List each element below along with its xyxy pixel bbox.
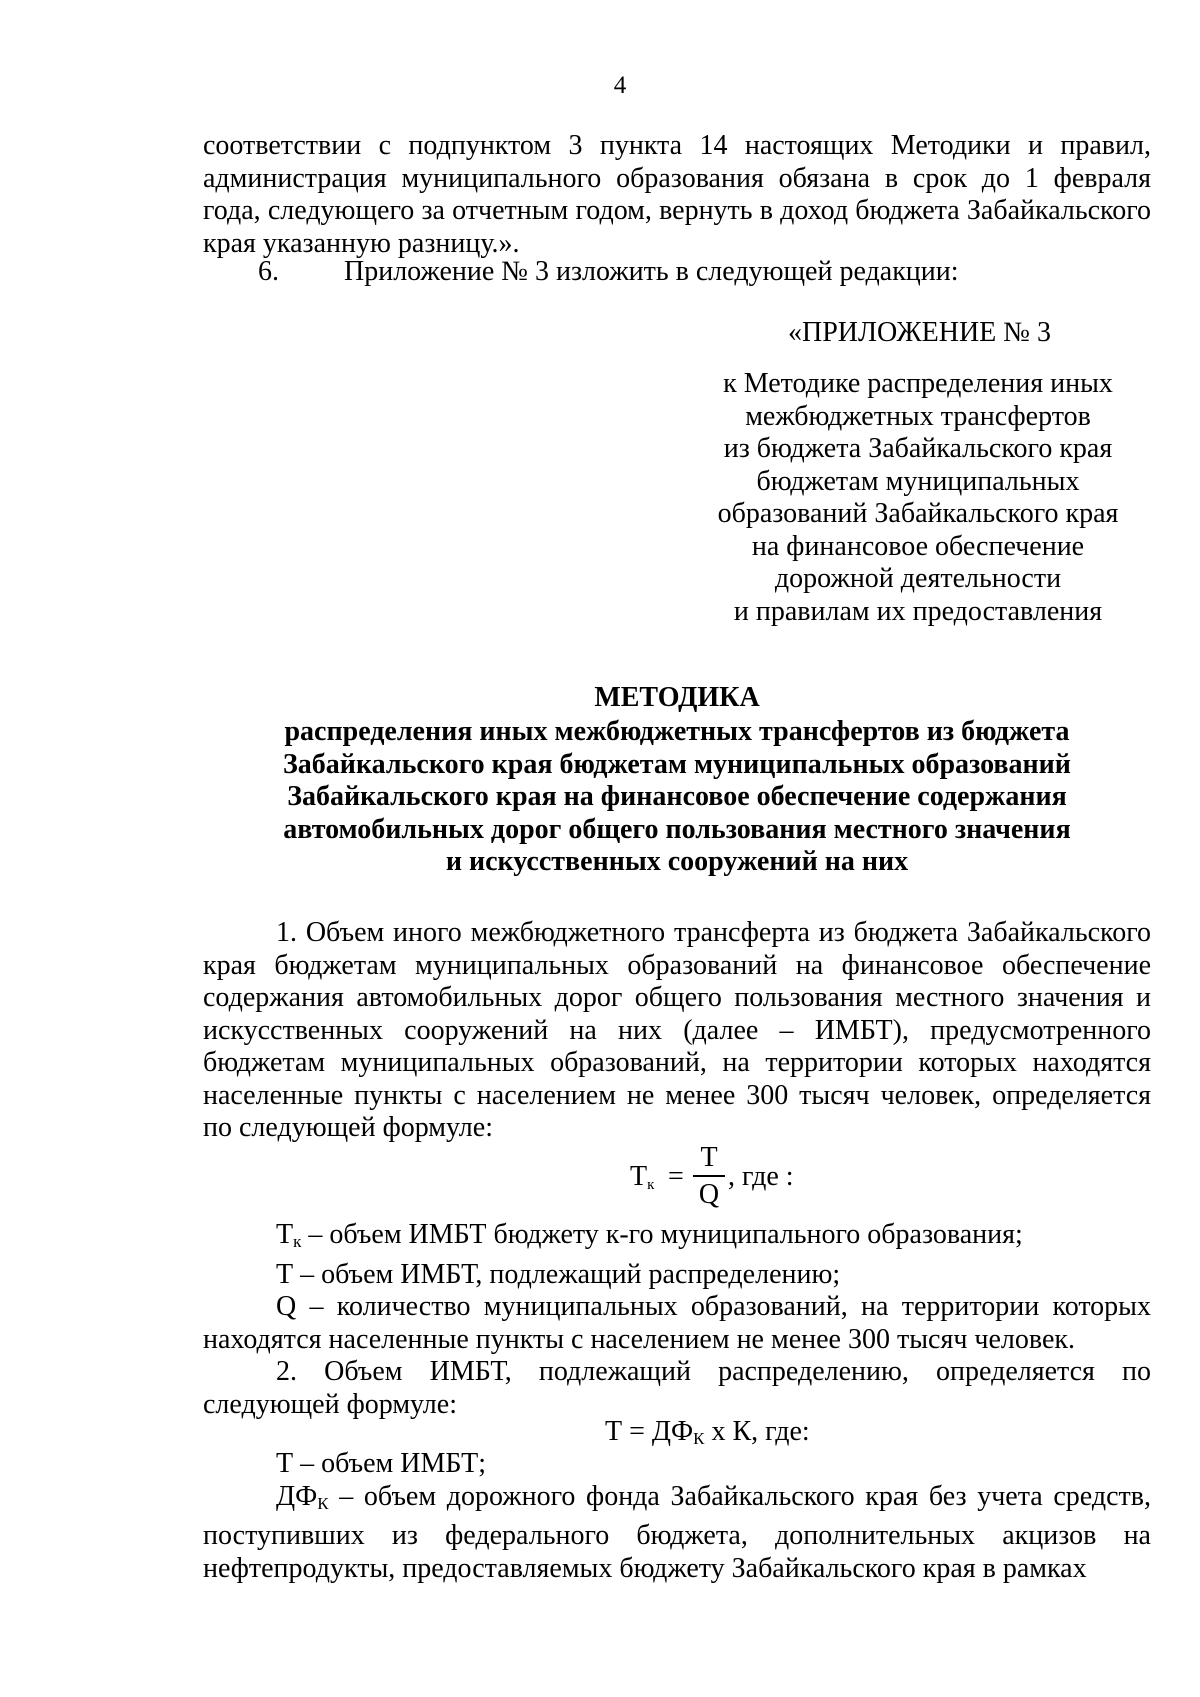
appendix-line: на финансовое обеспечение	[751, 530, 1085, 562]
methodology-subtitle-line: распределения иных межбюджетных трансфертов из бюджета	[284, 716, 1070, 747]
formula-2-subscript: К	[693, 1429, 705, 1448]
formula-1-lhs-symbol: T	[630, 1161, 648, 1192]
definition-t: Т – объем ИМБТ, подлежащий распределению;	[276, 1258, 841, 1290]
definition-t-2: Т – объем ИМБТ;	[276, 1448, 486, 1479]
appendix-line: из бюджета Забайкальского края	[723, 433, 1113, 464]
intro-paragraph-block	[203, 130, 1151, 260]
intro-paragraph: соответствии с подпунктом 3 пункта 14 настоящих Методики и правил, администрация муниципального образования обязана в срок до 1 февраля года, следующего за отчетным годом, вернуть в доход бюджета Забайкальского края указанную разницу.».	[203, 130, 1151, 259]
formula-2-part2: х К, где:	[704, 1416, 810, 1447]
definition-tk-symbol: T	[276, 1219, 294, 1250]
definition-df-symbol: ДФ	[276, 1480, 318, 1512]
fraction-bar	[693, 1175, 725, 1177]
definitions-1-block	[203, 1219, 1151, 1421]
definition-tk-subscript: к	[293, 1232, 302, 1251]
item-6-text: Приложение № 3 изложить в следующей редакции:	[344, 256, 959, 287]
formula-1-numerator: T	[700, 1142, 718, 1173]
item-6-number: 6.	[258, 256, 279, 287]
formula-2-part1: Т = ДФ	[605, 1416, 694, 1447]
appendix-title: «ПРИЛОЖЕНИЕ № 3	[788, 317, 1051, 348]
methodology-subtitle-line: и искусственных сооружений на них	[445, 846, 909, 877]
appendix-line: дорожной деятельности	[774, 563, 1062, 594]
methodology-subtitle	[203, 716, 1151, 879]
formula-1-lhs	[630, 1161, 654, 1194]
formula-1-suffix: , где :	[728, 1161, 794, 1192]
paragraph-1-block	[203, 917, 1151, 1145]
definition-df	[203, 1481, 1151, 1586]
definition-q: Q – количество муниципальных образований, на территории которых находятся населенные пункты с населением не менее 300 тысяч человек.	[203, 1291, 1151, 1355]
appendix-line: бюджетам муниципальных	[756, 465, 1080, 497]
appendix-line: образований Забайкальского края	[717, 498, 1119, 529]
definition-tk-text: – объем ИМБТ бюджету к-го муниципального образования;	[301, 1219, 1023, 1250]
definition-df-subscript: К	[317, 1493, 329, 1513]
formula-1-lhs-subscript: к	[647, 1177, 655, 1193]
paragraph-2: 2. Объем ИМБТ, подлежащий распределению, определяется по следующей формуле:	[203, 1356, 1151, 1420]
appendix-line: к Методике распределения иных	[723, 368, 1113, 399]
formula-1-fraction	[693, 1143, 725, 1211]
page-number: 4	[613, 72, 627, 99]
methodology-title: МЕТОДИКА	[594, 682, 760, 713]
formula-1-equals: =	[668, 1161, 684, 1192]
formula-1	[630, 1143, 930, 1215]
methodology-subtitle-line: автомобильных дорог общего пользования местного значения	[283, 813, 1071, 845]
definition-tk	[203, 1219, 1151, 1259]
paragraph-1: 1. Объем иного межбюджетного трансферта из бюджета Забайкальского края бюджетам муниципальных образований на финансовое обеспечение содержания автомобильных дорог общего пользования местного значения и искусственных сооружений на них (далее – ИМБТ), предусмотренного бюджетам муниципальных образований, на территории которых находятся населенные пункты с населением не менее 300 тысяч человек, определяется по следующей формуле:	[203, 917, 1151, 1143]
methodology-subtitle-line: Забайкальского края на финансовое обеспечение содержания	[287, 781, 1067, 812]
appendix-subtitle	[688, 368, 1148, 628]
item-6	[258, 256, 959, 289]
appendix-line: и правилам их предоставления	[733, 595, 1103, 627]
formula-1-denominator: Q	[698, 1179, 720, 1210]
appendix-line: межбюджетных трансфертов	[745, 400, 1091, 432]
definition-df-text: – объем дорожного фонда Забайкальского края без учета средств, поступивших из федерального бюджета, дополнительных акцизов на нефтепродукты, предоставляемых бюджету Забайкальского края в рамках	[203, 1480, 1151, 1584]
formula-2	[605, 1416, 810, 1449]
definitions-2-block	[203, 1448, 1151, 1585]
methodology-subtitle-line: Забайкальского края бюджетам муниципальных образований	[283, 748, 1071, 780]
